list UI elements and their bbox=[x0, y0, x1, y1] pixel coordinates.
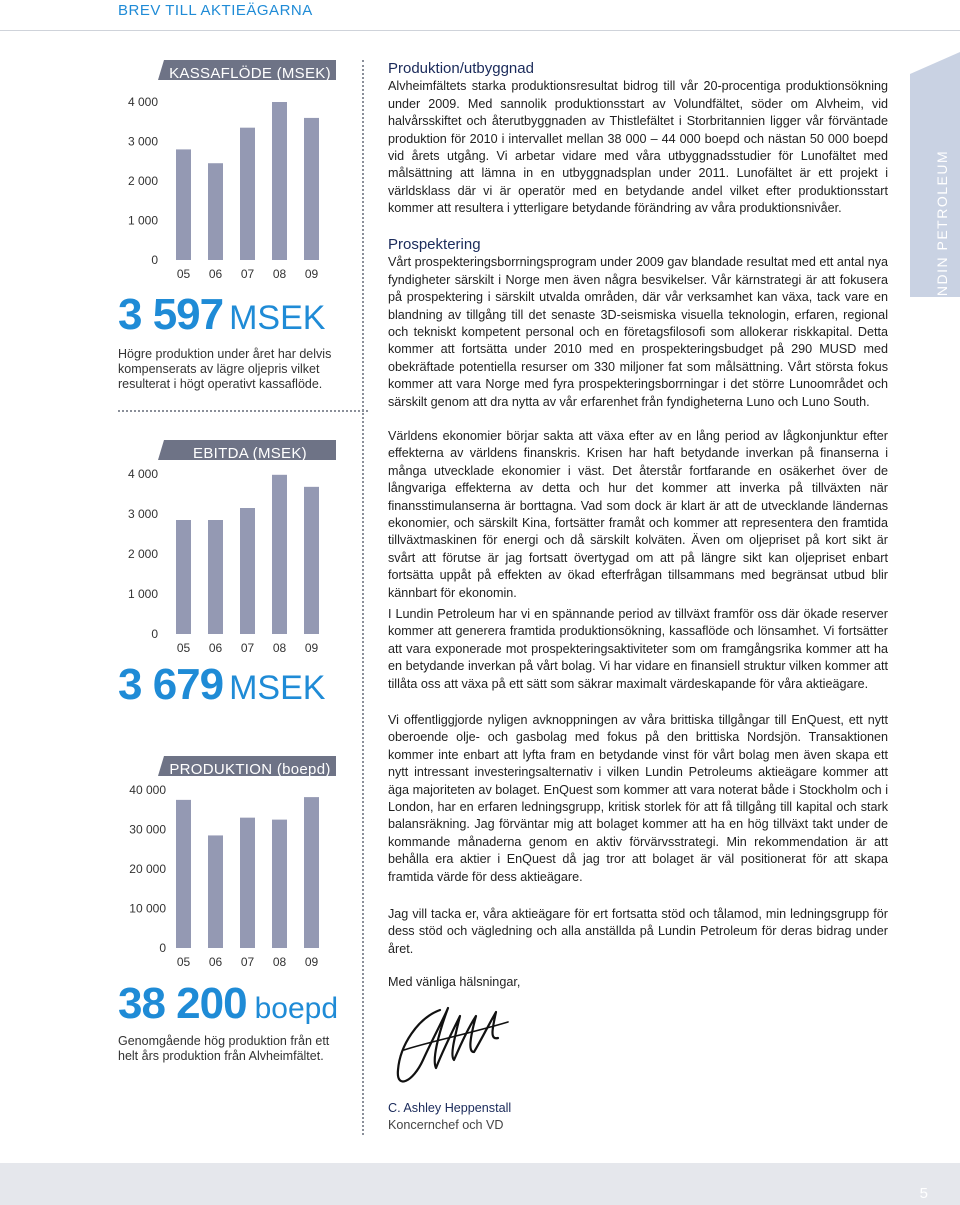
kpi-production bbox=[118, 979, 338, 1029]
kpi-cashflow-unit: MSEK bbox=[229, 299, 326, 337]
chart-title: KASSAFLÖDE (MSEK) bbox=[169, 65, 331, 82]
section-heading: Prospektering bbox=[388, 236, 481, 253]
x-tick-label: 09 bbox=[304, 267, 319, 281]
kpi-cashflow bbox=[118, 290, 325, 340]
paragraph-economy bbox=[388, 428, 888, 602]
paragraph: Vi offentliggjorde nyligen avknoppningen av våra brittiska tillgångar till EnQuest, ett nytt oberoende olje- och gasbolag med fokus på den brittiska Nordsjön. Transaktionen kommer inte enbart att lyfta fram en betydande vinst för vårt bolag men även skapa ett nytt intressant investeringsalternativ i vilken Lundin Petroleums aktieägare kommer att äga majoriteten av bolaget. EnQuest som kommer att vara noterat både i Stockholm och i London, har en erfaren ledningsgrupp, kritisk storlek för att få tillgång till kapital och stark balansräkning. Jag förväntar mig att bolaget kommer att ha en hög tillväxt takt under de kommande månaderna genom en aktiv förvärvsstrategi. Min rekommendation är att behålla era aktier i EnQuest då jag tror att bolaget är väl positionerat för att skapa framtida värde för dess aktieägare. bbox=[388, 713, 888, 884]
kpi-production-unit: boepd bbox=[254, 992, 339, 1025]
x-tick-label: 07 bbox=[240, 267, 255, 281]
header-rule bbox=[0, 30, 960, 31]
x-tick-label: 06 bbox=[208, 641, 223, 655]
section-prospektering bbox=[388, 236, 888, 411]
y-tick-label: 2 000 bbox=[127, 547, 158, 561]
x-tick-label: 05 bbox=[176, 955, 191, 969]
y-tick-label: 0 bbox=[151, 627, 158, 641]
page-number: 5 bbox=[919, 1185, 928, 1202]
bar bbox=[272, 102, 287, 260]
bar bbox=[240, 128, 255, 260]
paragraph: I Lundin Petroleum har vi en spännande period av tillväxt framför oss där ökade reserver kommer att generera framtida produktionsökning, kassaflöde och lönsamhet. Vi fortsätter att vara exponerade mot prospekteringsaktiviteter som om framgångsrika kommer att ha en betydande inverkan på vårt bolag. Vi har vidare en finansiell struktur vilken kommer att tillåta oss att växa på ett sätt som säkrar maximalt värdeskapande för våra aktieägare. bbox=[388, 607, 888, 691]
paragraph-enquest bbox=[388, 712, 888, 886]
kpi-ebitda-value: 3 679 bbox=[118, 660, 224, 709]
x-tick-label: 09 bbox=[304, 641, 319, 655]
y-tick-label: 2 000 bbox=[127, 174, 158, 188]
chart-title: EBITDA (MSEK) bbox=[193, 445, 307, 462]
chart-kassaflode bbox=[118, 60, 336, 280]
bar bbox=[272, 820, 287, 948]
bar bbox=[304, 487, 319, 634]
section-body: Alvheimfältets starka produktionsresultat bidrog till vår 20-procentiga produktionsökning under 2009. Med sannolik produktionsstart av Volundfältet, söder om Alvheim, vid halvårsskiftet och återutbyggnaden av Thistlefältet i Storbritannien ligger vår förväntade produktion för 2010 i intervallet mellan 38 000 – 44 000 boepd och nästan 50 000 boepd vid årets utgång. Vi arbetar vidare med våra utbyggnadsstudier för Lunofältet med målsättning att lämna in en utbyggnadsplan under 2011. Lunofältet är ett projekt i världsklass där vi är operatör med en betydande andel vilket efter produktionsstart kommer att resultera i ytterligare betydande förändring av våra produktionsnivåer. bbox=[388, 79, 888, 216]
paragraph-thanks bbox=[388, 906, 888, 958]
y-tick-label: 0 bbox=[159, 941, 166, 955]
x-tick-label: 06 bbox=[208, 955, 223, 969]
x-tick-label: 07 bbox=[240, 641, 255, 655]
bar bbox=[208, 835, 223, 948]
x-tick-label: 08 bbox=[272, 955, 287, 969]
horizontal-dotted-divider bbox=[118, 410, 368, 412]
x-tick-label: 06 bbox=[208, 267, 223, 281]
ebitda-bar-chart bbox=[118, 434, 336, 654]
y-tick-label: 30 000 bbox=[129, 822, 166, 837]
bar bbox=[240, 508, 255, 634]
signer-block bbox=[388, 1100, 511, 1134]
side-tab bbox=[910, 52, 960, 317]
x-tick-label: 07 bbox=[240, 955, 255, 969]
side-tab-notch bbox=[910, 52, 960, 74]
y-tick-label: 20 000 bbox=[129, 862, 166, 876]
bar bbox=[304, 797, 319, 948]
x-tick-label: 05 bbox=[176, 267, 191, 281]
section-heading: Produktion/utbyggnad bbox=[388, 60, 534, 77]
y-tick-label: 1 000 bbox=[127, 587, 158, 601]
vertical-dotted-divider bbox=[362, 60, 364, 1135]
bar bbox=[208, 520, 223, 634]
bar bbox=[176, 149, 191, 260]
y-tick-label: 4 000 bbox=[127, 467, 158, 481]
bar bbox=[176, 520, 191, 634]
side-tab-label: LUNDIN PETROLEUM bbox=[934, 149, 950, 317]
x-tick-label: 08 bbox=[272, 641, 287, 655]
bar bbox=[272, 475, 287, 634]
bar bbox=[176, 800, 191, 948]
y-tick-label: 3 000 bbox=[127, 507, 158, 521]
x-tick-label: 05 bbox=[176, 641, 191, 655]
kpi-production-caption: Genomgående hög produktion från ett helt års produktion från Alvheimfältet. bbox=[118, 1034, 330, 1063]
paragraph-growth bbox=[388, 606, 888, 693]
x-tick-label: 08 bbox=[272, 267, 287, 281]
kpi-cashflow-value: 3 597 bbox=[118, 290, 224, 339]
y-tick-label: 3 000 bbox=[127, 134, 158, 149]
bar bbox=[240, 818, 255, 948]
section-header: BREV TILL AKTIEÄGARNA bbox=[118, 2, 313, 19]
chart-ebitda bbox=[118, 434, 336, 654]
kpi-ebitda-unit: MSEK bbox=[229, 669, 326, 707]
closing-greeting: Med vänliga hälsningar, bbox=[388, 975, 521, 989]
produktion-bar-chart bbox=[118, 748, 336, 970]
y-tick-label: 1 000 bbox=[127, 213, 158, 228]
x-tick-label: 09 bbox=[304, 955, 319, 969]
kassaflode-bar-chart bbox=[118, 60, 336, 280]
y-tick-label: 40 000 bbox=[129, 783, 166, 797]
chart-produktion bbox=[118, 748, 336, 970]
bar bbox=[304, 118, 319, 260]
bar bbox=[208, 163, 223, 260]
y-tick-label: 10 000 bbox=[129, 901, 166, 916]
paragraph: Världens ekonomier börjar sakta att växa efter av en lång period av lågkonjunktur efter effekterna av världens finanskris. Krisen har haft betydande inverkan på finanserna i många utvecklade ekonomier i väst. Det återstår fortfarande en osäkerhet över de långvariga effekterna av detta och hur det kommer att inverka på tillväxten när finansstimulanserna är borttagna. Vad som dock är klart är att de utvecklande ländernas ekonomier, och särskilt Kina, fortsätter framåt och kommer att representera den framtida tillväxtmaskinen för energi och då särskilt kolväten. Även om oljepriset på kort sikt är svårt att förutse är jag fortsatt övertygad om att på längre sikt kan oljepriset enbart fortsätta uppåt på effekten av ökad efterfrågan tillsammans med begränsat utbud blir kännbart för ekonomin. bbox=[388, 429, 888, 600]
kpi-ebitda bbox=[118, 660, 325, 710]
section-body: Vårt prospekteringsborrningsprogram under 2009 gav blandade resultat med ett antal nya fyndigheter särskilt i Norge men även några besvikelser. Vår kärnstrategi är att fokusera på prospektering i särskilt utvalda områden, där vår verksamhet kan växa, tack vare en blandning av tillgång till det senaste 3D-seismiska visuella teknologin, erfaren, regional och tekniskt kompetent personal och en företagsfilosofi som allokerar riskkapital. Detta kommer att fortsätta under 2010 med en prospekteringsbudget på 290 MUSD med obekräftade potentiella resurser om 330 miljoner fat som målsättning. Vårt största fokus kommer att vara Norge med fyra prospekteringsborrningar i det större Lunoområdet och särskilt genom att dra nytta av vår erfarenhet från fyndigheterna Luno och Luno South. bbox=[388, 255, 888, 409]
chart-title: PRODUKTION (boepd) bbox=[169, 761, 331, 778]
y-tick-label: 0 bbox=[151, 253, 158, 267]
signer-title: Koncernchef och VD bbox=[388, 1118, 504, 1132]
section-produktion bbox=[388, 60, 888, 218]
y-tick-label: 4 000 bbox=[127, 95, 158, 109]
kpi-production-value: 38 200 bbox=[118, 979, 247, 1028]
footer-band bbox=[0, 1163, 960, 1205]
paragraph: Jag vill tacka er, våra aktieägare för ert fortsatta stöd och tålamod, min ledningsgrupp för dess stöd och vägledning och alla anställda på Lundin Petroleum för deras bidrag under året. bbox=[388, 907, 888, 956]
handwritten-signature bbox=[388, 990, 518, 1100]
signer-name: C. Ashley Heppenstall bbox=[388, 1101, 512, 1115]
kpi-cashflow-caption: Högre produktion under året har delvis kompenserats av lägre oljepris vilket resulterat i högt operativt kassaflöde. bbox=[118, 347, 332, 391]
